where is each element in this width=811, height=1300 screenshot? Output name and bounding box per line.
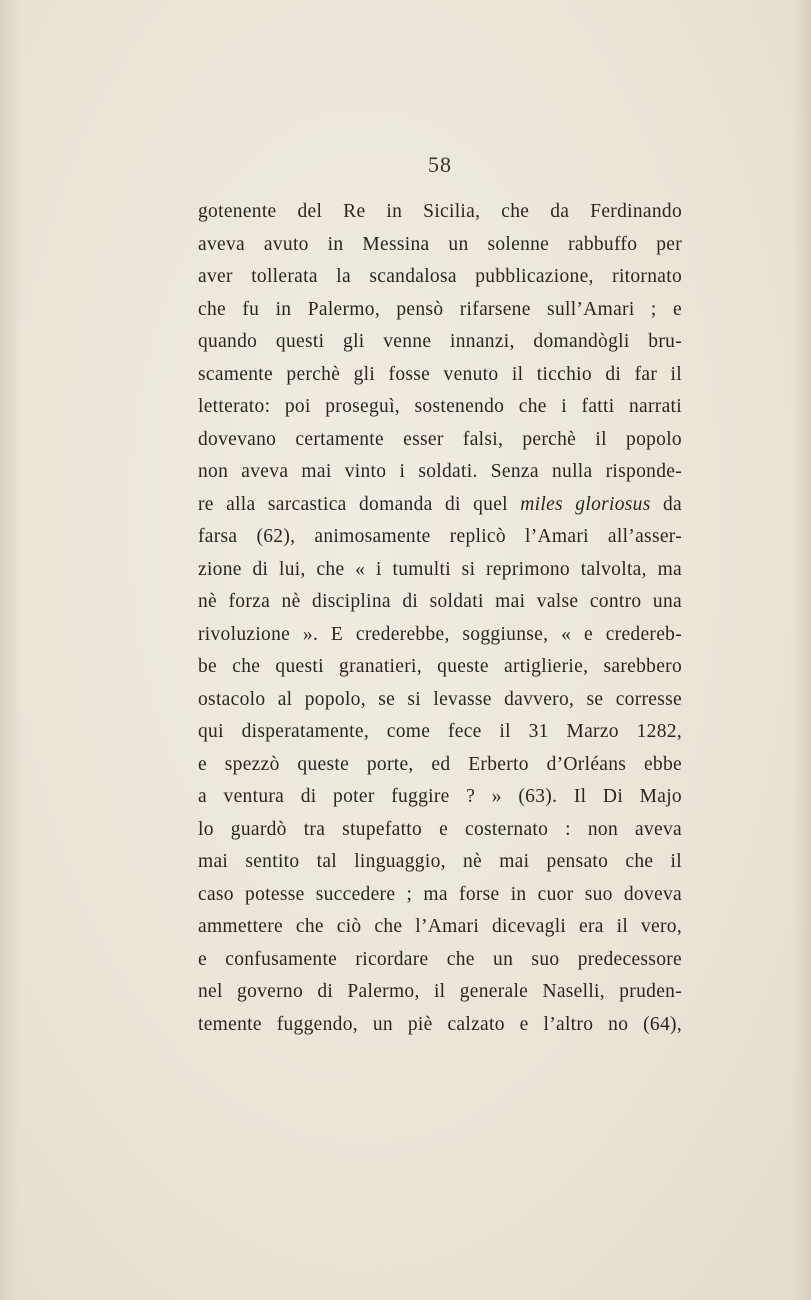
text-line: mai sentito tal linguaggio, nè mai pensato che il — [198, 851, 682, 872]
text-line: rivoluzione ». E crederebbe, soggiunse, « e credereb- — [198, 623, 682, 645]
page-edge-shadow — [793, 0, 811, 1300]
text-line-with-italic — [198, 489, 682, 522]
text-line: a ventura di poter fuggire ? » (63). Il Di Majo — [198, 786, 682, 807]
text-line: aveva avuto in Messina un solenne rabbuffo per — [198, 233, 682, 255]
italic-phrase: miles gloriosus — [520, 493, 651, 515]
text-line: non aveva mai vinto i soldati. Senza nulla risponde- — [198, 461, 682, 482]
text-line: che fu in Palermo, pensò rifarsene sull’Amari ; e — [198, 298, 682, 320]
text-line: dovevano certamente esser falsi, perchè il popolo — [198, 428, 682, 450]
page-gutter-shadow — [0, 0, 22, 1300]
text-line: be che questi granatieri, queste artiglierie, sarebbero — [198, 656, 682, 677]
text-line: farsa (62), animosamente replicò l’Amari all’asser- — [198, 526, 682, 547]
text-segment: da — [650, 493, 682, 515]
text-line: ostacolo al popolo, se si levasse davvero, se corresse — [198, 688, 682, 710]
page-number: 58 — [428, 152, 452, 177]
text-line: caso potesse succedere ; ma forse in cuor suo doveva — [198, 883, 682, 905]
body-text — [198, 196, 682, 1041]
text-line: temente fuggendo, un piè calzato e l’altro no (64), — [198, 1013, 682, 1035]
text-segment: re alla sarcastica domanda di quel — [198, 493, 521, 515]
text-line: gotenente del Re in Sicilia, che da Ferdinando — [198, 201, 682, 222]
text-line: e spezzò queste porte, ed Erberto d’Orléans ebbe — [198, 753, 682, 775]
text-line: nel governo di Palermo, il generale Naselli, pruden- — [198, 981, 682, 1002]
text-line: nè forza nè disciplina di soldati mai valse contro una — [198, 591, 682, 612]
text-line: aver tollerata la scandalosa pubblicazione, ritornato — [198, 266, 682, 287]
text-line: quando questi gli venne innanzi, domandògli bru- — [198, 331, 682, 352]
text-line: e confusamente ricordare che un suo predecessore — [198, 948, 682, 970]
text-line: lo guardò tra stupefatto e costernato : non aveva — [198, 818, 682, 840]
text-line: zione di lui, che « i tumulti si reprimono talvolta, ma — [198, 558, 682, 580]
text-line: scamente perchè gli fosse venuto il ticchio di far il — [198, 363, 682, 385]
text-line: qui disperatamente, come fece il 31 Marzo 1282, — [198, 721, 682, 742]
text-line: letterato: poi proseguì, sostenendo che i fatti narrati — [198, 396, 682, 417]
text-line: ammettere che ciò che l’Amari dicevagli era il vero, — [198, 916, 682, 937]
